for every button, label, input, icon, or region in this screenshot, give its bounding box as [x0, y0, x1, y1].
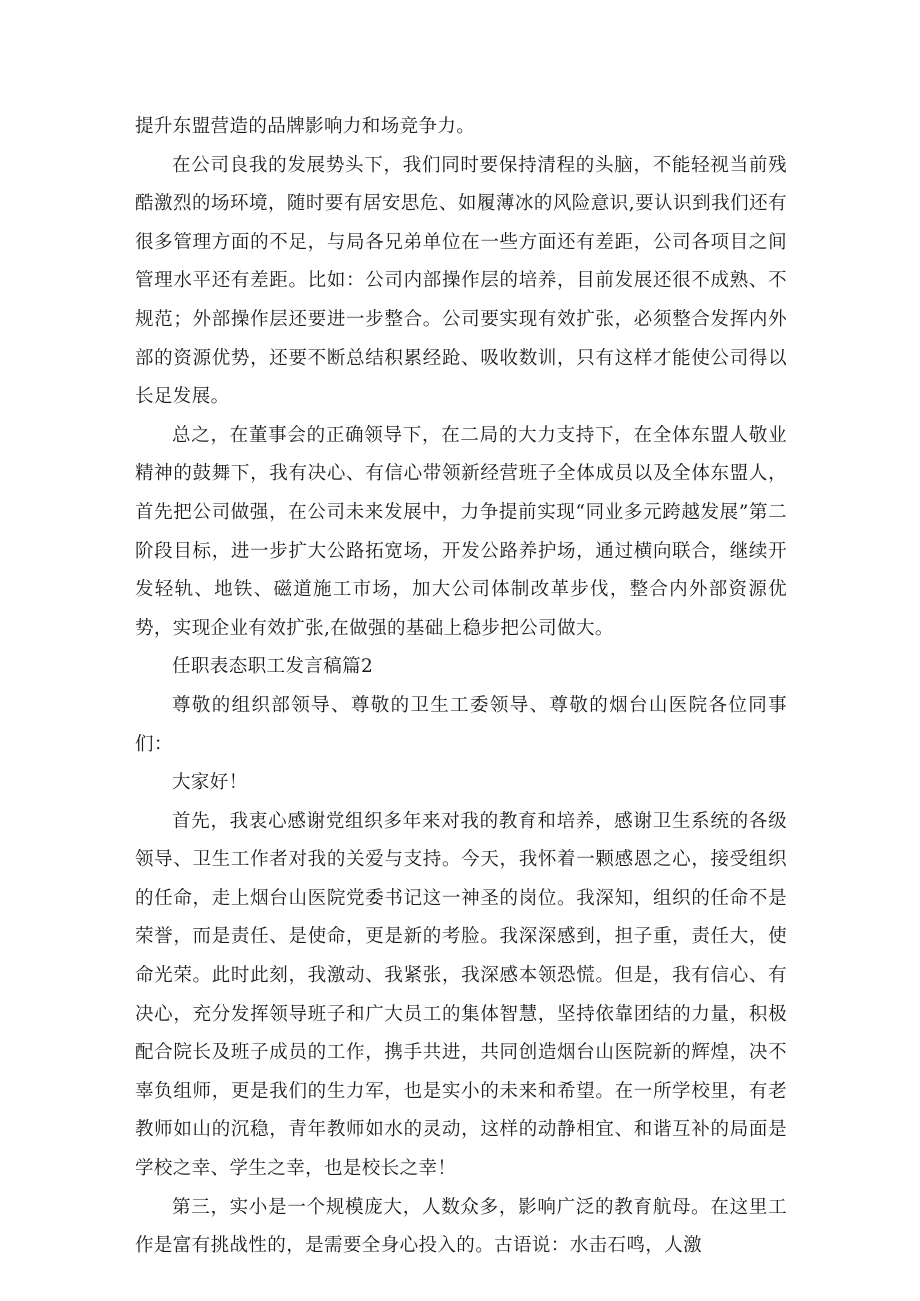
paragraph-company-situation: 在公司良我的发展势头下，我们同时要保持清程的头脑，不能轻视当前残酷激烈的场环境，随时要有居安思危、如履薄冰的风险意识,要认识到我们还有很多管理方面的不足，与局各兄弟单位在一些方面还有差距，公司各项目之间管理水平还有差距。比如：公司内部操作层的培养，目前发展还很不成熟、不规范；外部操作层还要进一步整合。公司要实现有效扩张，必须整合发挥内外部的资源优势，还要不断总结积累经跄、吸收数训，只有这样才能使公司得以长足发展。: [135, 154, 787, 408]
section-heading: 任职表态职工发言稿篇2: [172, 656, 374, 678]
paragraph-thanks: 首先，我衷心感谢党组织多年来对我的教育和培养，感谢卫生系统的各级领导、卫生工作者对我的关爱与支持。今天，我怀着一颗感恩之心，接受组织的任命，走上烟台山医院党委书记这一神圣的岗位。我深知，组织的任命不是荣誉，而是责任、是使命，更是新的考脸。我深深感到，担子重，责任大，使命光荣。此时此刻，我激动、我紧张，我深感本领恐慌。但是，我有信心、有决心，充分发挥领导班子和广大员工的集体智慧，坚持依靠团结的力量，积极配合院长及班子成员的工作，携手共进，共同创造烟台山医院新的辉煌，决不辜负组师，更是我们的生力军，也是实小的未来和希望。在一所学校里，有老教师如山的沉稳，青年教师如水的灵动，这样的动静相宜、和谐互补的局面是学校之幸、学生之幸，也是校长之幸！: [135, 810, 787, 1180]
paragraph-conclusion: 总之，在董事会的正确领导下，在二局的大力支持下，在全体东盟人敬业精神的鼓舞下，我有决心、有信心带领新经营班子全体成员以及全体东盟人，首先把公司做强，在公司未来发展中，力争提前实现“同业多元跨越发展”第二阶段目标，进一步扩大公路拓宽场，开发公路养护场，通过横向联合，继续开发轻轨、地铁、磁道施工市场，加大公司体制改革步伐，整合内外部资源优势，实现企业有效扩张,在做强的基础上稳步把公司做大。: [135, 424, 787, 639]
paragraph-greeting: 大家好！: [172, 772, 248, 794]
paragraph-continuation: 提升东盟营造的品牌影响力和场竞争力。: [135, 116, 476, 137]
paragraph-third-point: 第三，实小是一个规模庞大，人数众多，影响广泛的教育航母。在这里工作是富有挑战性的，是需要全身心投入的。古语说：水击石鸣，人激: [135, 1196, 787, 1257]
paragraph-salutation: 尊敬的组织部领导、尊敬的卫生工委领导、尊敬的烟台山医院各位同事们：: [135, 694, 787, 755]
document-body: [135, 108, 787, 1266]
